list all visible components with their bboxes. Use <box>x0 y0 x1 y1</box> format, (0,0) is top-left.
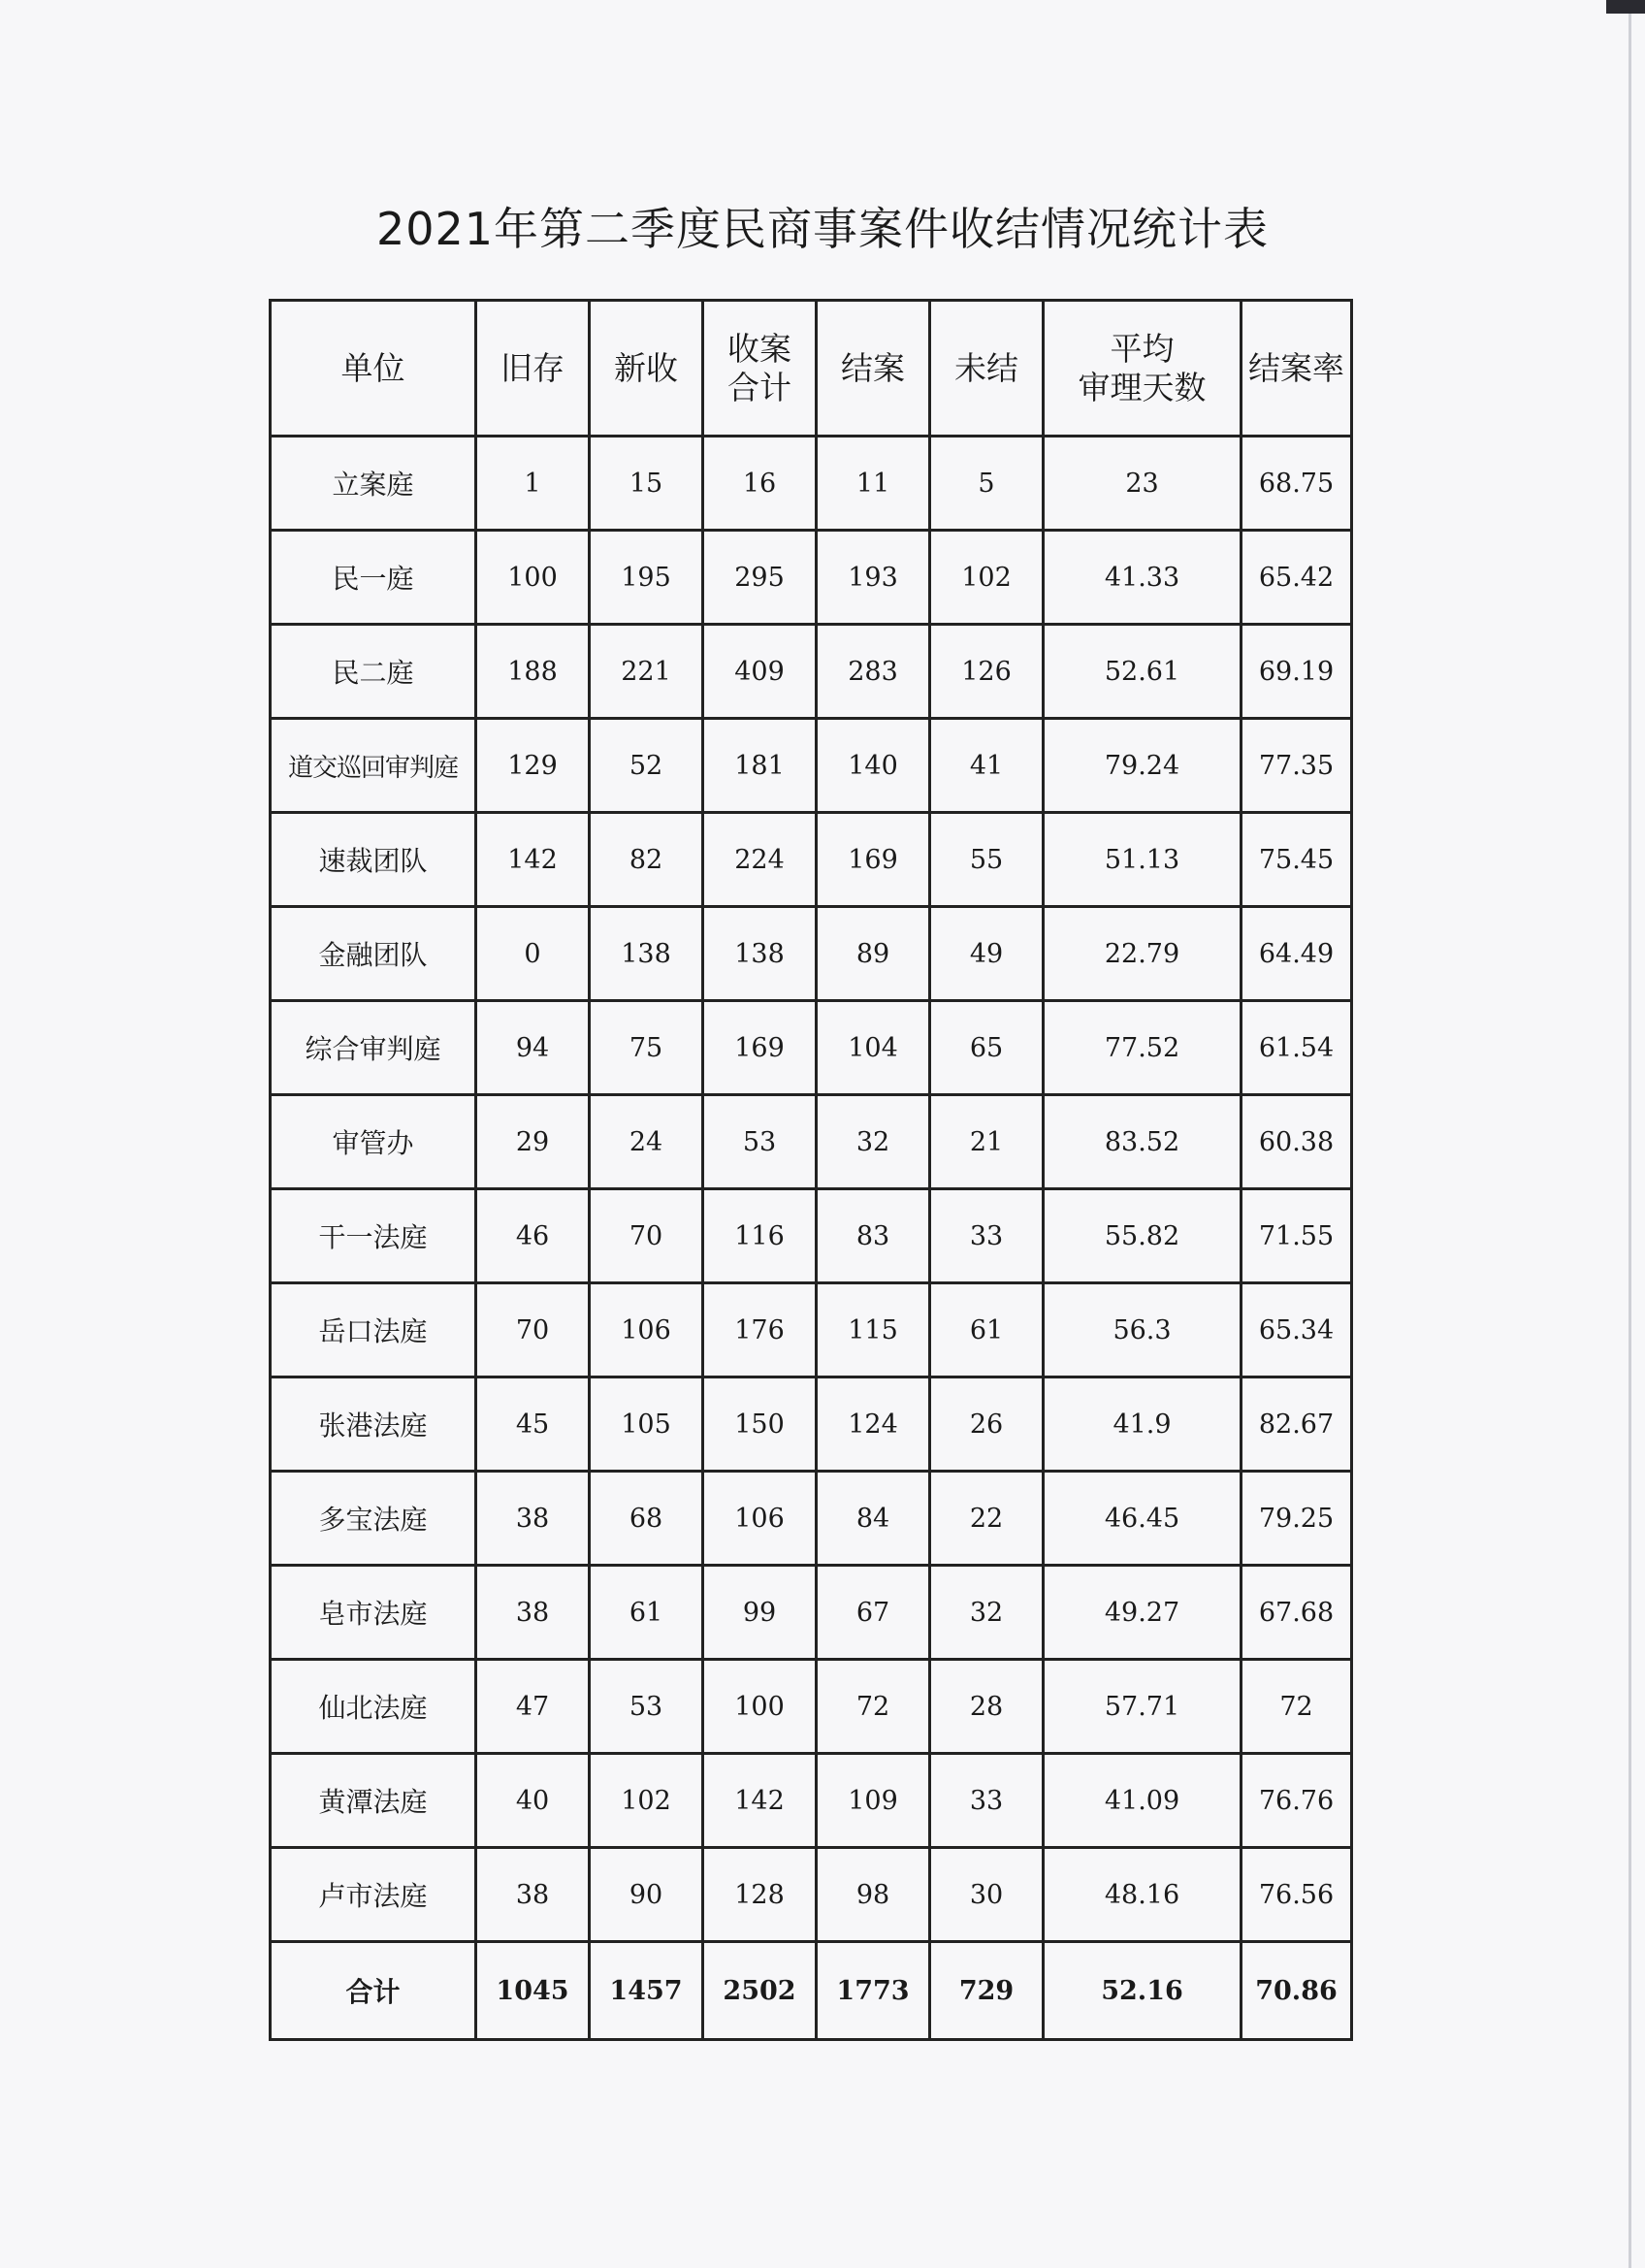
cell-total: 53 <box>703 1095 817 1189</box>
cell-rate: 75.45 <box>1242 813 1352 907</box>
cell-new: 105 <box>590 1377 703 1472</box>
header-total-line1: 收案 <box>727 329 791 368</box>
table-row <box>271 1189 1352 1283</box>
cell-closed: 83 <box>817 1189 930 1283</box>
cell-closed: 140 <box>817 719 930 813</box>
header-rate: 结案率 <box>1242 301 1352 437</box>
cell-rate: 69.19 <box>1242 625 1352 719</box>
cell-old: 70 <box>476 1283 590 1377</box>
cell-old: 29 <box>476 1095 590 1189</box>
cell-unit: 综合审判庭 <box>271 1001 476 1095</box>
cell-unit: 民一庭 <box>271 531 476 625</box>
page-title: 2021年第二季度民商事案件收结情况统计表 <box>375 203 1270 255</box>
cell-pending: 65 <box>930 1001 1044 1095</box>
cell-avg-days: 52.61 <box>1044 625 1242 719</box>
table-row <box>271 1848 1352 1942</box>
cell-closed: 72 <box>817 1660 930 1754</box>
cell-closed: 169 <box>817 813 930 907</box>
cell-unit: 道交巡回审判庭 <box>271 719 476 813</box>
table-row <box>271 1095 1352 1189</box>
cell-total: 295 <box>703 531 817 625</box>
table-row <box>271 907 1352 1001</box>
cell-rate: 82.67 <box>1242 1377 1352 1472</box>
cell-avg-days: 46.45 <box>1044 1472 1242 1566</box>
cell-new: 68 <box>590 1472 703 1566</box>
cell-rate: 71.55 <box>1242 1189 1352 1283</box>
cell-rate: 65.42 <box>1242 531 1352 625</box>
cell-pending: 61 <box>930 1283 1044 1377</box>
table-row <box>271 1472 1352 1566</box>
cell-rate: 72 <box>1242 1660 1352 1754</box>
cell-total: 176 <box>703 1283 817 1377</box>
table-row <box>271 1660 1352 1754</box>
cell-total: 100 <box>703 1660 817 1754</box>
cell-unit: 岳口法庭 <box>271 1283 476 1377</box>
cell-rate: 76.56 <box>1242 1848 1352 1942</box>
cell-closed: 109 <box>817 1754 930 1848</box>
cell-old: 142 <box>476 813 590 907</box>
cell-total: 150 <box>703 1377 817 1472</box>
cell-rate: 68.75 <box>1242 437 1352 531</box>
cell-closed: 67 <box>817 1566 930 1660</box>
table-row <box>271 813 1352 907</box>
scan-edge <box>1629 0 1631 2268</box>
total-row <box>271 1942 1352 2040</box>
cell-total: 116 <box>703 1189 817 1283</box>
total-total: 2502 <box>703 1942 817 2040</box>
cell-old: 0 <box>476 907 590 1001</box>
cell-new: 70 <box>590 1189 703 1283</box>
header-unit: 单位 <box>271 301 476 437</box>
cell-total: 106 <box>703 1472 817 1566</box>
cell-closed: 193 <box>817 531 930 625</box>
cell-new: 52 <box>590 719 703 813</box>
cell-unit: 审管办 <box>271 1095 476 1189</box>
cell-new: 138 <box>590 907 703 1001</box>
header-avg-line1: 平均 <box>1110 329 1175 368</box>
cell-pending: 21 <box>930 1095 1044 1189</box>
cell-pending: 30 <box>930 1848 1044 1942</box>
cell-unit: 皂市法庭 <box>271 1566 476 1660</box>
cell-new: 102 <box>590 1754 703 1848</box>
cell-new: 15 <box>590 437 703 531</box>
cell-avg-days: 83.52 <box>1044 1095 1242 1189</box>
total-unit: 合计 <box>271 1942 476 2040</box>
header-pending: 未结 <box>930 301 1044 437</box>
cell-rate: 64.49 <box>1242 907 1352 1001</box>
total-rate: 70.86 <box>1242 1942 1352 2040</box>
cell-closed: 89 <box>817 907 930 1001</box>
cell-closed: 32 <box>817 1095 930 1189</box>
cell-avg-days: 77.52 <box>1044 1001 1242 1095</box>
cell-avg-days: 56.3 <box>1044 1283 1242 1377</box>
cell-closed: 98 <box>817 1848 930 1942</box>
table-row <box>271 1001 1352 1095</box>
cell-unit: 干一法庭 <box>271 1189 476 1283</box>
table-row <box>271 719 1352 813</box>
cell-old: 94 <box>476 1001 590 1095</box>
header-closed: 结案 <box>817 301 930 437</box>
cell-pending: 33 <box>930 1189 1044 1283</box>
cell-pending: 126 <box>930 625 1044 719</box>
table-row <box>271 437 1352 531</box>
header-old: 旧存 <box>476 301 590 437</box>
cell-rate: 61.54 <box>1242 1001 1352 1095</box>
cell-rate: 60.38 <box>1242 1095 1352 1189</box>
cell-pending: 5 <box>930 437 1044 531</box>
cell-old: 129 <box>476 719 590 813</box>
header-new: 新收 <box>590 301 703 437</box>
cell-avg-days: 79.24 <box>1044 719 1242 813</box>
table-row <box>271 625 1352 719</box>
table-row <box>271 1377 1352 1472</box>
header-total-line2: 合计 <box>727 368 791 406</box>
cell-total: 138 <box>703 907 817 1001</box>
table-row <box>271 1754 1352 1848</box>
cell-pending: 28 <box>930 1660 1044 1754</box>
cell-new: 90 <box>590 1848 703 1942</box>
cell-avg-days: 22.79 <box>1044 907 1242 1001</box>
cell-old: 46 <box>476 1189 590 1283</box>
table-row <box>271 1566 1352 1660</box>
cell-unit: 立案庭 <box>271 437 476 531</box>
cell-avg-days: 55.82 <box>1044 1189 1242 1283</box>
cell-pending: 33 <box>930 1754 1044 1848</box>
table-header-row <box>271 301 1352 437</box>
total-old: 1045 <box>476 1942 590 2040</box>
cell-avg-days: 49.27 <box>1044 1566 1242 1660</box>
cell-avg-days: 41.09 <box>1044 1754 1242 1848</box>
cell-unit: 卢市法庭 <box>271 1848 476 1942</box>
cell-old: 47 <box>476 1660 590 1754</box>
cell-total: 169 <box>703 1001 817 1095</box>
cell-unit: 速裁团队 <box>271 813 476 907</box>
cell-unit: 多宝法庭 <box>271 1472 476 1566</box>
cell-total: 16 <box>703 437 817 531</box>
cell-total: 128 <box>703 1848 817 1942</box>
cell-unit: 张港法庭 <box>271 1377 476 1472</box>
scan-mark <box>1606 0 1645 14</box>
cell-unit: 金融团队 <box>271 907 476 1001</box>
table-row <box>271 531 1352 625</box>
table-body <box>271 437 1352 2040</box>
cell-rate: 79.25 <box>1242 1472 1352 1566</box>
cell-pending: 41 <box>930 719 1044 813</box>
cell-new: 82 <box>590 813 703 907</box>
cell-closed: 84 <box>817 1472 930 1566</box>
cell-pending: 102 <box>930 531 1044 625</box>
cell-closed: 115 <box>817 1283 930 1377</box>
cell-new: 195 <box>590 531 703 625</box>
total-avg-days: 52.16 <box>1044 1942 1242 2040</box>
cell-old: 188 <box>476 625 590 719</box>
header-total <box>703 301 817 437</box>
case-statistics-table <box>269 299 1353 2041</box>
cell-old: 1 <box>476 437 590 531</box>
cell-total: 181 <box>703 719 817 813</box>
cell-closed: 11 <box>817 437 930 531</box>
total-closed: 1773 <box>817 1942 930 2040</box>
cell-rate: 65.34 <box>1242 1283 1352 1377</box>
cell-avg-days: 48.16 <box>1044 1848 1242 1942</box>
cell-total: 99 <box>703 1566 817 1660</box>
cell-old: 38 <box>476 1472 590 1566</box>
cell-new: 75 <box>590 1001 703 1095</box>
cell-total: 224 <box>703 813 817 907</box>
cell-avg-days: 57.71 <box>1044 1660 1242 1754</box>
cell-old: 38 <box>476 1566 590 1660</box>
cell-closed: 124 <box>817 1377 930 1472</box>
cell-total: 142 <box>703 1754 817 1848</box>
cell-new: 61 <box>590 1566 703 1660</box>
cell-avg-days: 41.33 <box>1044 531 1242 625</box>
cell-avg-days: 23 <box>1044 437 1242 531</box>
cell-rate: 67.68 <box>1242 1566 1352 1660</box>
cell-unit: 黄潭法庭 <box>271 1754 476 1848</box>
header-avg-line2: 审理天数 <box>1078 368 1207 406</box>
cell-pending: 22 <box>930 1472 1044 1566</box>
table-row <box>271 1283 1352 1377</box>
cell-pending: 55 <box>930 813 1044 907</box>
total-pending: 729 <box>930 1942 1044 2040</box>
cell-closed: 104 <box>817 1001 930 1095</box>
cell-unit: 民二庭 <box>271 625 476 719</box>
cell-pending: 26 <box>930 1377 1044 1472</box>
cell-pending: 32 <box>930 1566 1044 1660</box>
cell-new: 53 <box>590 1660 703 1754</box>
cell-unit: 仙北法庭 <box>271 1660 476 1754</box>
cell-old: 100 <box>476 531 590 625</box>
cell-avg-days: 51.13 <box>1044 813 1242 907</box>
cell-pending: 49 <box>930 907 1044 1001</box>
cell-closed: 283 <box>817 625 930 719</box>
cell-old: 38 <box>476 1848 590 1942</box>
cell-total: 409 <box>703 625 817 719</box>
header-avg-days <box>1044 301 1242 437</box>
cell-rate: 76.76 <box>1242 1754 1352 1848</box>
cell-avg-days: 41.9 <box>1044 1377 1242 1472</box>
cell-new: 221 <box>590 625 703 719</box>
cell-new: 106 <box>590 1283 703 1377</box>
cell-old: 40 <box>476 1754 590 1848</box>
cell-old: 45 <box>476 1377 590 1472</box>
total-new: 1457 <box>590 1942 703 2040</box>
cell-new: 24 <box>590 1095 703 1189</box>
cell-rate: 77.35 <box>1242 719 1352 813</box>
